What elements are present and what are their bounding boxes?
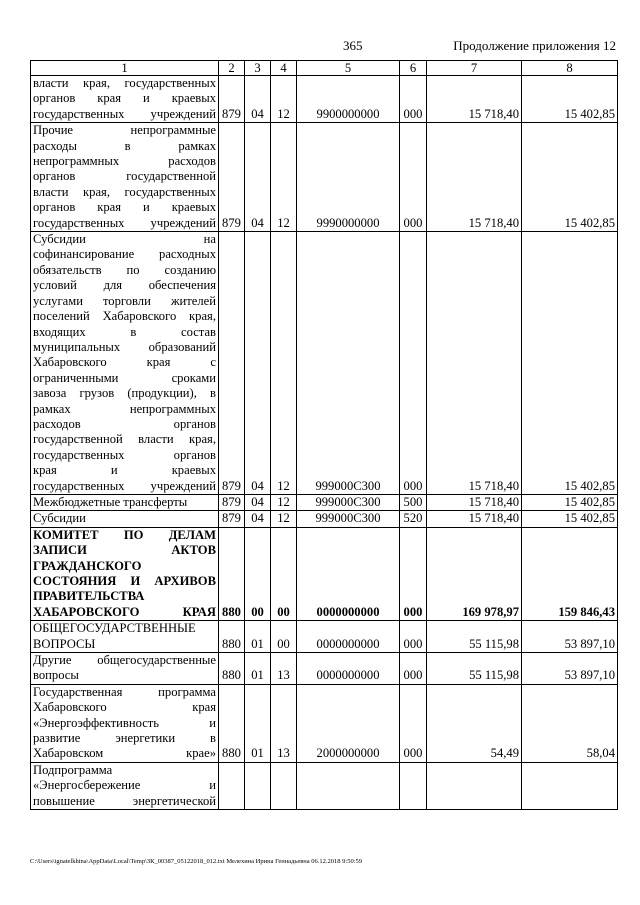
cell-c7: 54,49 — [427, 684, 522, 762]
cell-c4: 00 — [271, 527, 297, 620]
cell-c3 — [245, 762, 271, 809]
table-header-row — [31, 61, 618, 76]
cell-c3: 00 — [245, 527, 271, 620]
row-name-cell — [31, 232, 219, 495]
cell-c7: 55 115,98 — [427, 621, 522, 653]
table-row — [31, 494, 618, 510]
cell-c3: 04 — [245, 232, 271, 495]
cell-c2: 879 — [219, 511, 245, 527]
row-name-line: завоза грузов (продукции), в — [33, 386, 216, 401]
cell-c6: 000 — [400, 232, 427, 495]
cell-c2 — [219, 762, 245, 809]
cell-c2: 880 — [219, 621, 245, 653]
row-name-cell — [31, 684, 219, 762]
cell-c3: 04 — [245, 511, 271, 527]
row-name-line: поселений Хабаровского края, — [33, 309, 216, 324]
row-name-line: СОСТОЯНИЯ И АРХИВОВ — [33, 574, 216, 588]
row-name-cell — [31, 494, 219, 510]
cell-c2: 879 — [219, 494, 245, 510]
cell-c8: 53 897,10 — [522, 653, 618, 685]
row-name-line: расходы в рамках — [33, 138, 216, 153]
table-row — [31, 653, 618, 685]
cell-c4: 12 — [271, 232, 297, 495]
cell-c2: 879 — [219, 123, 245, 232]
column-header: 6 — [400, 61, 427, 76]
cell-c8: 53 897,10 — [522, 621, 618, 653]
row-name-line: ограниченными сроками — [33, 370, 216, 385]
cell-c4: 13 — [271, 684, 297, 762]
row-name-cell — [31, 762, 219, 809]
row-name-line: «Энергосбережение и — [33, 778, 216, 793]
cell-c6: 520 — [400, 511, 427, 527]
cell-c7: 169 978,97 — [427, 527, 522, 620]
row-name-line: рамках непрограммных — [33, 401, 216, 416]
table-row — [31, 621, 618, 653]
row-name-line: ВОПРОСЫ — [33, 636, 96, 651]
row-name-line: Субсидии — [33, 511, 86, 526]
cell-c4 — [271, 762, 297, 809]
cell-c8: 58,04 — [522, 684, 618, 762]
cell-c3: 01 — [245, 653, 271, 685]
cell-c6: 000 — [400, 621, 427, 653]
cell-c8: 15 402,85 — [522, 511, 618, 527]
row-name-line: государственных учреждений — [33, 215, 216, 230]
row-name-line: расходов органов — [33, 416, 216, 431]
cell-c5: 9990000000 — [297, 123, 400, 232]
cell-c8: 15 402,85 — [522, 232, 618, 495]
column-header: 1 — [31, 61, 219, 76]
footer-file-path: C:\Users\ignatelkhina\AppData\Local\Temp\ЗК_00387_05122018_012.txt Мелехина Ирина Геннадьевна 06.12.2018 9:50:59 — [30, 858, 363, 865]
row-name-line: Хабаровского края — [33, 700, 216, 715]
row-name-line: Субсидии на — [33, 232, 216, 247]
cell-c6: 500 — [400, 494, 427, 510]
cell-c8: 15 402,85 — [522, 76, 618, 123]
row-name-cell — [31, 123, 219, 232]
row-name-line: условий для обеспечения — [33, 278, 216, 293]
cell-c7 — [427, 762, 522, 809]
cell-c2: 879 — [219, 76, 245, 123]
row-name-line: края и краевых — [33, 463, 216, 478]
row-name-line: муниципальных образований — [33, 339, 216, 354]
row-name-line: ПРАВИТЕЛЬСТВА — [33, 589, 145, 604]
column-header: 8 — [522, 61, 618, 76]
row-name-line: вопросы — [33, 668, 79, 683]
row-name-line: государственных органов — [33, 447, 216, 462]
row-name-cell — [31, 621, 219, 653]
row-name-line: «Энергоэффективность и — [33, 715, 216, 730]
cell-c8: 159 846,43 — [522, 527, 618, 620]
cell-c3: 04 — [245, 123, 271, 232]
table-row — [31, 762, 618, 809]
row-name-line: Государственная программа — [33, 684, 216, 699]
column-header: 5 — [297, 61, 400, 76]
cell-c3: 01 — [245, 684, 271, 762]
row-name-line: государственных учреждений — [33, 106, 216, 121]
column-header: 4 — [271, 61, 297, 76]
row-name-line: ХАБАРОВСКОГО КРАЯ — [33, 604, 216, 619]
cell-c5: 999000С300 — [297, 511, 400, 527]
row-name-line: ЗАПИСИ АКТОВ — [33, 543, 216, 558]
row-name-line: обязательств по созданию — [33, 262, 216, 277]
cell-c6 — [400, 762, 427, 809]
row-name-cell — [31, 653, 219, 685]
cell-c7: 15 718,40 — [427, 76, 522, 123]
cell-c2: 880 — [219, 527, 245, 620]
row-name-line: власти края, государственных — [33, 184, 216, 199]
cell-c5: 2000000000 — [297, 684, 400, 762]
row-name-line: КОМИТЕТ ПО ДЕЛАМ — [33, 527, 216, 542]
table-row — [31, 684, 618, 762]
row-name-line: Подпрограмма — [33, 762, 113, 777]
column-header: 2 — [219, 61, 245, 76]
row-name-line: Хабаровского края с — [33, 355, 216, 370]
cell-c6: 000 — [400, 684, 427, 762]
row-name-cell — [31, 511, 219, 527]
continuation-label: Продолжение приложения 12 — [453, 38, 616, 53]
row-name-line: повышение энергетической — [33, 793, 216, 808]
table-row — [31, 527, 618, 620]
row-name-line: государственной власти края, — [33, 432, 216, 447]
cell-c2: 880 — [219, 684, 245, 762]
row-name-line: Хабаровском крае» — [33, 746, 216, 761]
cell-c5: 0000000000 — [297, 527, 400, 620]
cell-c7: 15 718,40 — [427, 232, 522, 495]
cell-c4: 12 — [271, 76, 297, 123]
cell-c8 — [522, 762, 618, 809]
table-row — [31, 76, 618, 123]
cell-c3: 01 — [245, 621, 271, 653]
row-name-line: развитие энергетики в — [33, 731, 216, 746]
row-name-line: Прочие непрограммные — [33, 123, 216, 138]
cell-c4: 13 — [271, 653, 297, 685]
table-row — [31, 123, 618, 232]
column-header: 7 — [427, 61, 522, 76]
row-name-line: государственных учреждений — [33, 478, 216, 493]
row-name-line: власти края, государственных — [33, 76, 216, 90]
cell-c5: 999000С300 — [297, 494, 400, 510]
cell-c7: 55 115,98 — [427, 653, 522, 685]
table-row — [31, 232, 618, 495]
cell-c7: 15 718,40 — [427, 511, 522, 527]
cell-c7: 15 718,40 — [427, 123, 522, 232]
cell-c6: 000 — [400, 527, 427, 620]
cell-c5: 9900000000 — [297, 76, 400, 123]
row-name-line: входящих в состав — [33, 324, 216, 339]
row-name-line: органов края и краевых — [33, 91, 216, 106]
cell-c5 — [297, 762, 400, 809]
cell-c6: 000 — [400, 653, 427, 685]
cell-c5: 0000000000 — [297, 621, 400, 653]
row-name-line: непрограммных расходов — [33, 154, 216, 169]
row-name-line: Межбюджетные трансферты — [33, 494, 188, 509]
cell-c3: 04 — [245, 494, 271, 510]
row-name-line: Другие общегосударственные — [33, 653, 216, 668]
cell-c5: 999000С300 — [297, 232, 400, 495]
cell-c2: 879 — [219, 232, 245, 495]
page-number: 365 — [343, 38, 363, 53]
cell-c6: 000 — [400, 123, 427, 232]
cell-c2: 880 — [219, 653, 245, 685]
cell-c8: 15 402,85 — [522, 494, 618, 510]
cell-c4: 12 — [271, 123, 297, 232]
row-name-line: софинансирование расходных — [33, 247, 216, 262]
cell-c7: 15 718,40 — [427, 494, 522, 510]
row-name-line: ГРАЖДАНСКОГО — [33, 558, 142, 573]
cell-c5: 0000000000 — [297, 653, 400, 685]
cell-c4: 00 — [271, 621, 297, 653]
row-name-line: органов края и краевых — [33, 200, 216, 215]
row-name-line: ОБЩЕГОСУДАРСТВЕННЫЕ — [33, 621, 196, 636]
row-name-line: органов государственной — [33, 169, 216, 184]
cell-c4: 12 — [271, 511, 297, 527]
cell-c3: 04 — [245, 76, 271, 123]
row-name-line: услугами торговли жителей — [33, 293, 216, 308]
table-row — [31, 511, 618, 527]
row-name-cell — [31, 527, 219, 620]
cell-c8: 15 402,85 — [522, 123, 618, 232]
budget-table — [30, 60, 618, 810]
column-header: 3 — [245, 61, 271, 76]
cell-c4: 12 — [271, 494, 297, 510]
row-name-cell — [31, 76, 219, 123]
cell-c6: 000 — [400, 76, 427, 123]
